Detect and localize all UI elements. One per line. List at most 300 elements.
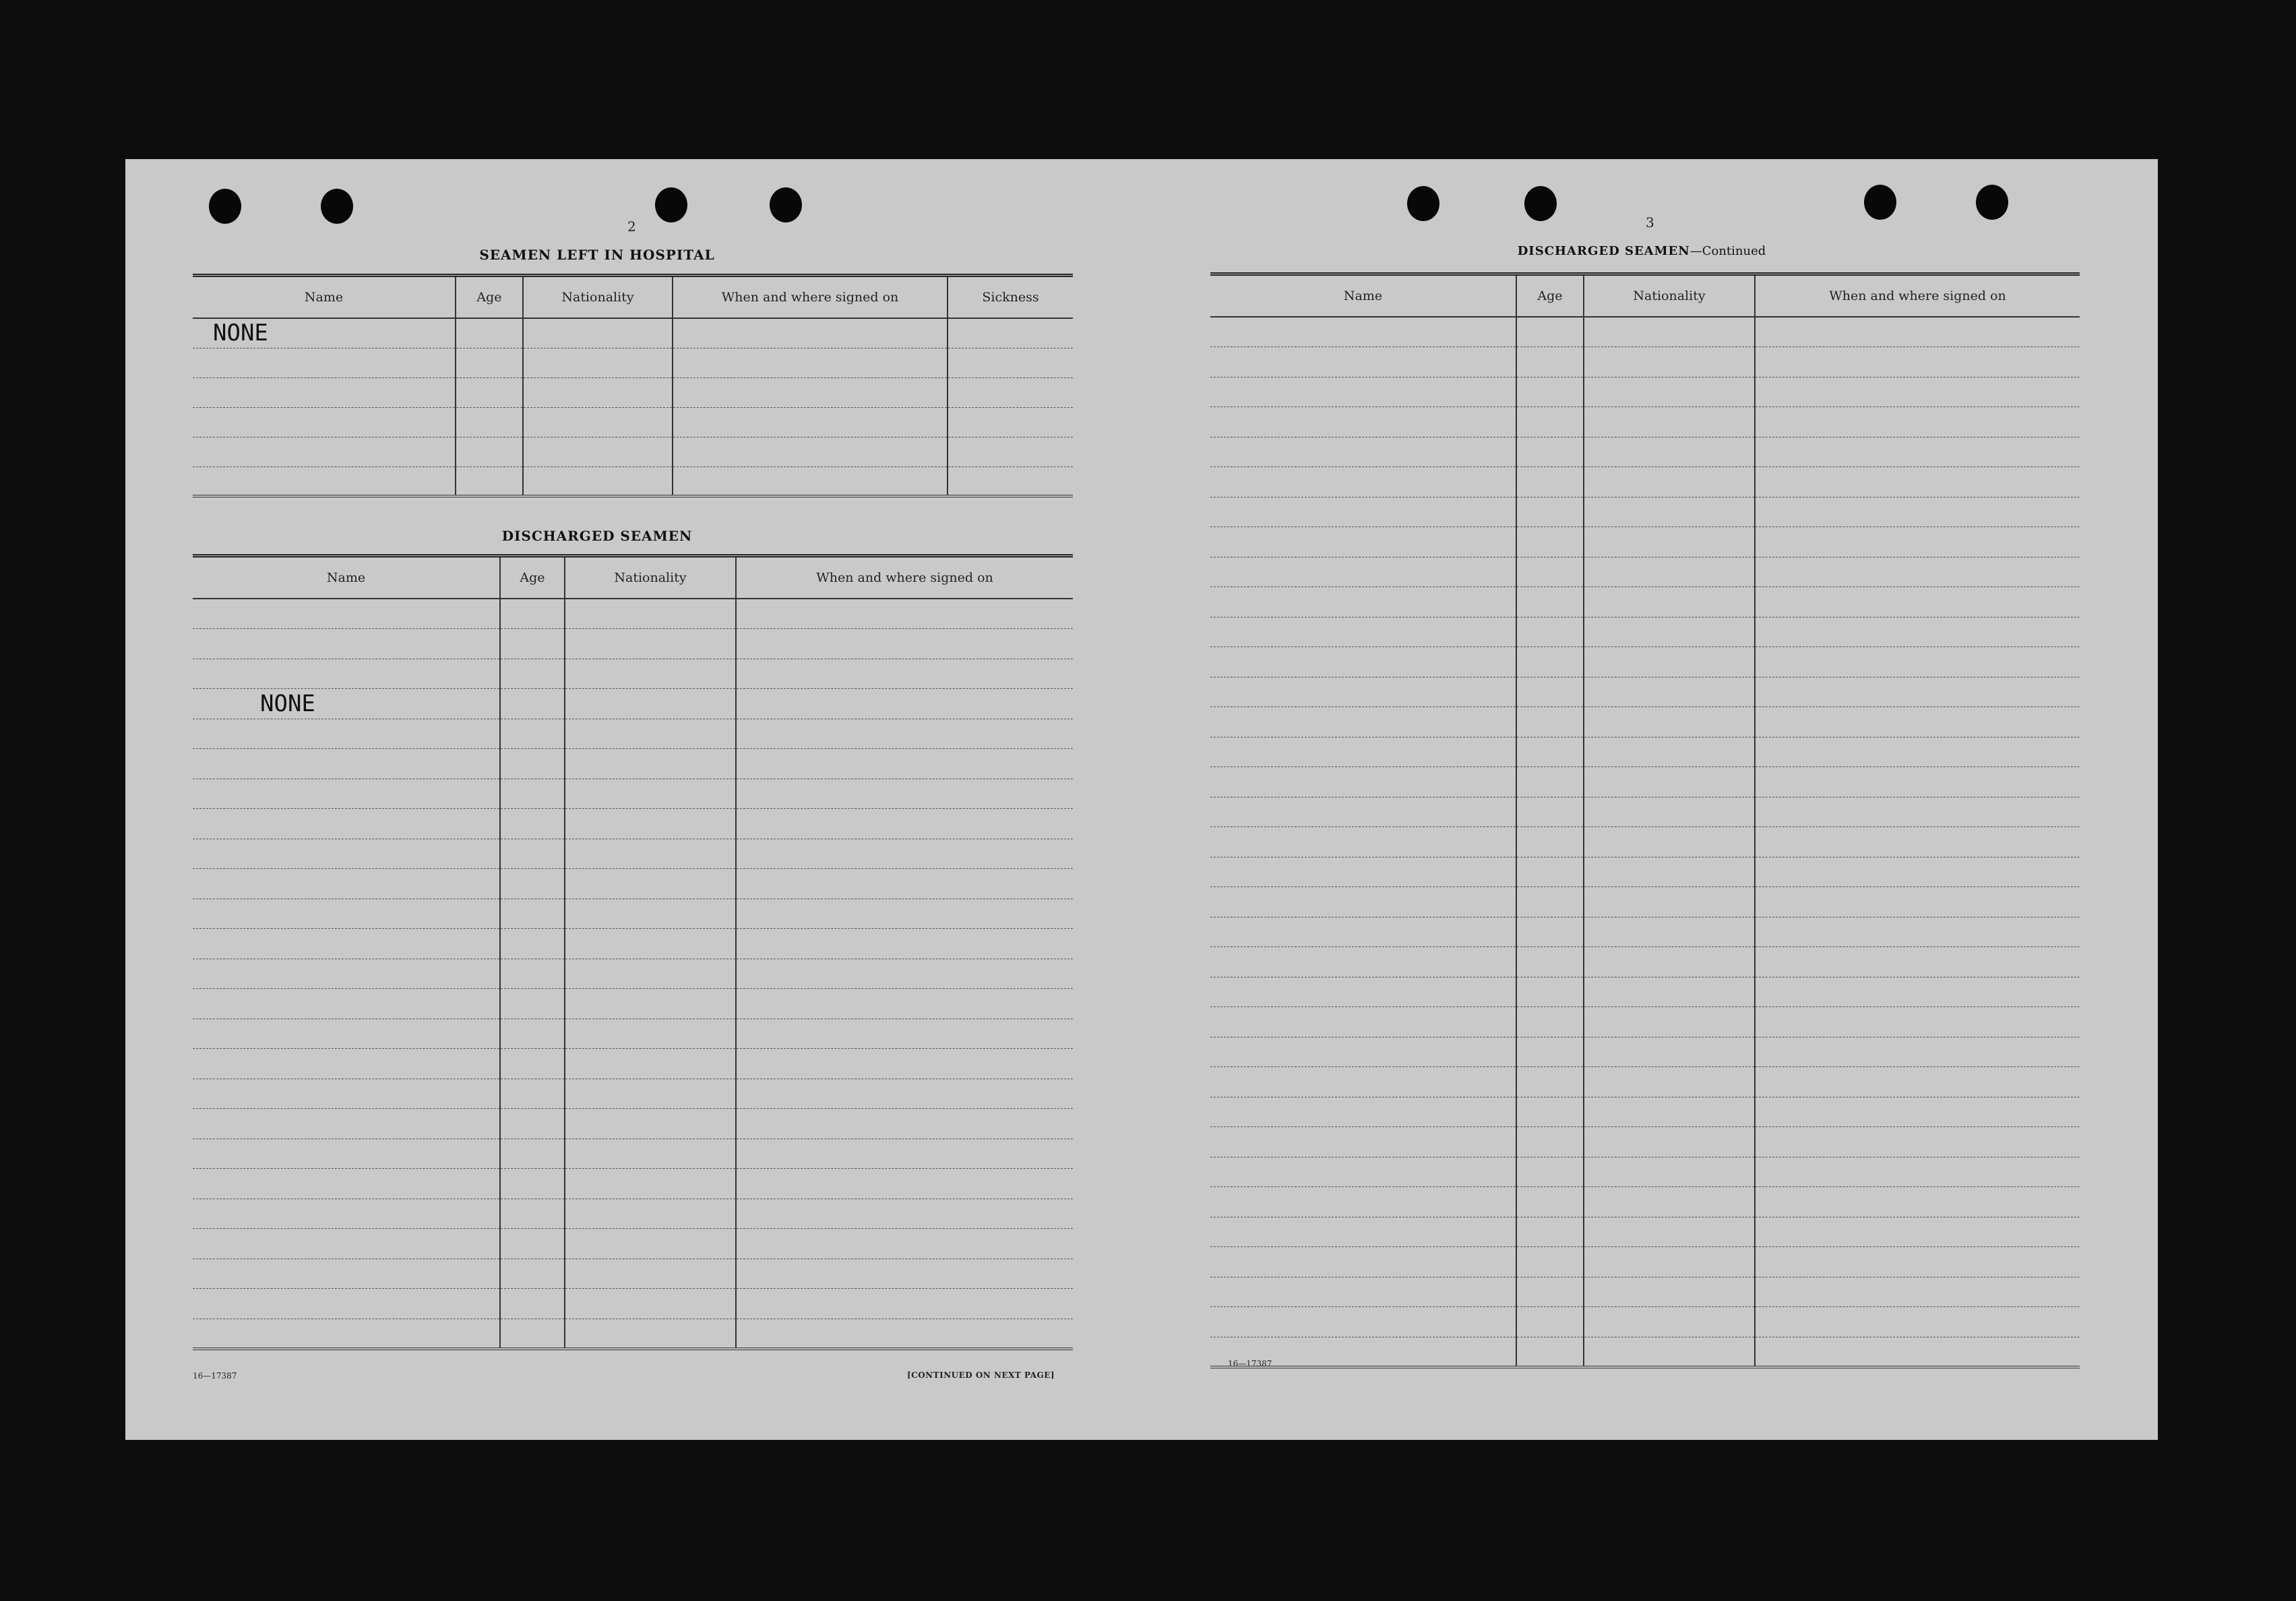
table-cell [565, 1169, 736, 1199]
table-cell [1755, 947, 2080, 977]
table-row [1210, 1097, 2080, 1127]
table-cell [1755, 707, 2080, 737]
table-cell [565, 599, 736, 629]
table-cell [1516, 467, 1584, 497]
table-cell [1755, 797, 2080, 827]
table-cell [1755, 1007, 2080, 1037]
table-cell [1584, 1187, 1755, 1217]
table-cell [456, 318, 523, 348]
table-cell [193, 466, 456, 496]
table-cell [736, 1229, 1073, 1259]
table-cell [1755, 1307, 2080, 1337]
table-cell [1584, 377, 1755, 407]
right-title-suffix: —Continued [1689, 244, 1766, 258]
table-cell [193, 1229, 500, 1259]
table-cell [948, 407, 1073, 437]
table-cell [565, 1199, 736, 1229]
table-cell [500, 899, 565, 929]
table-row [193, 899, 1073, 929]
table-cell [1516, 1037, 1584, 1067]
table-cell [1516, 317, 1584, 347]
table-cell [456, 437, 523, 466]
table-cell [1755, 1277, 2080, 1307]
table-cell [500, 959, 565, 989]
table-cell [500, 809, 565, 839]
table-cell [1584, 917, 1755, 947]
table-cell [1516, 737, 1584, 767]
table-cell [523, 437, 673, 466]
table-cell [736, 839, 1073, 869]
column-header: Age [500, 556, 565, 599]
table-cell [500, 929, 565, 959]
table-cell [1516, 1157, 1584, 1187]
column-header: Name [193, 276, 456, 319]
table-row [193, 599, 1073, 629]
table-row [1210, 617, 2080, 647]
column-header: Sickness [948, 276, 1073, 319]
table-cell [193, 1019, 500, 1049]
table-cell [1210, 1007, 1516, 1037]
table-cell [736, 869, 1073, 899]
table-cell [193, 348, 456, 377]
table-cell [500, 749, 565, 779]
table-cell [736, 629, 1073, 659]
table-cell [565, 1229, 736, 1259]
table-row [1210, 557, 2080, 587]
table-cell [193, 1109, 500, 1139]
table-cell [1210, 737, 1516, 767]
table-cell [1210, 947, 1516, 977]
table-cell [1516, 977, 1584, 1007]
table-cell [1755, 1157, 2080, 1187]
table-row [1210, 1187, 2080, 1217]
table-cell [193, 779, 500, 809]
table-cell [500, 1229, 565, 1259]
table-row [1210, 1157, 2080, 1187]
table-row [193, 377, 1073, 407]
table-row [193, 1169, 1073, 1199]
table-cell [1210, 857, 1516, 887]
table-cell [456, 407, 523, 437]
table-cell [736, 1199, 1073, 1229]
table-row [193, 318, 1073, 348]
table-cell [1516, 1097, 1584, 1127]
table-row [193, 1259, 1073, 1289]
table-cell [565, 1289, 736, 1319]
table-cell [565, 1079, 736, 1109]
table-cell [1516, 557, 1584, 587]
table-cell [1516, 1337, 1584, 1367]
table-cell [948, 466, 1073, 496]
punch-hole [1524, 186, 1557, 221]
table-cell [1755, 617, 2080, 647]
table-cell [193, 719, 500, 749]
table-row [1210, 317, 2080, 347]
table-cell [673, 348, 948, 377]
table-cell [1210, 707, 1516, 737]
table-cell [673, 407, 948, 437]
table-cell [1516, 887, 1584, 917]
table-cell [193, 1259, 500, 1289]
column-header: Nationality [1584, 274, 1755, 318]
table-cell [193, 929, 500, 959]
table-cell [1516, 797, 1584, 827]
table-cell [1584, 467, 1755, 497]
table-row [193, 1229, 1073, 1259]
table-cell [1516, 707, 1584, 737]
table-cell [456, 348, 523, 377]
hospital-table [193, 274, 1073, 497]
table-cell [1210, 1037, 1516, 1067]
table-cell [500, 1259, 565, 1289]
table-cell [456, 466, 523, 496]
table-cell [736, 779, 1073, 809]
right-section-title [1210, 244, 2073, 258]
table-cell [673, 318, 948, 348]
table-cell [500, 1109, 565, 1139]
table-cell [1210, 347, 1516, 377]
table-cell [1584, 1097, 1755, 1127]
table-cell [1755, 587, 2080, 617]
discharged-continued-table [1210, 272, 2080, 1368]
table-row [1210, 407, 2080, 437]
table-cell [1516, 1187, 1584, 1217]
table-row [1210, 947, 2080, 977]
table-cell [565, 959, 736, 989]
table-cell [500, 1079, 565, 1109]
table-cell [500, 1319, 565, 1349]
table-row [193, 629, 1073, 659]
table-cell [1755, 1337, 2080, 1367]
table-cell [1584, 407, 1755, 437]
table-row [193, 1139, 1073, 1169]
table-cell [193, 809, 500, 839]
table-cell [1755, 1217, 2080, 1247]
table-row [1210, 977, 2080, 1007]
table-cell [1584, 1337, 1755, 1367]
table-cell [736, 1289, 1073, 1319]
table-cell [1210, 527, 1516, 557]
table-cell [1755, 1097, 2080, 1127]
table-cell [1755, 557, 2080, 587]
table-cell [1210, 1277, 1516, 1307]
table-cell [565, 1319, 736, 1349]
table-cell [193, 899, 500, 929]
table-cell [500, 1199, 565, 1229]
table-cell [1584, 797, 1755, 827]
table-row [1210, 677, 2080, 707]
table-cell [1584, 1307, 1755, 1337]
table-cell [736, 1109, 1073, 1139]
table-cell [1584, 677, 1755, 707]
table-cell [193, 1049, 500, 1079]
table-cell [736, 1019, 1073, 1049]
table-cell [565, 989, 736, 1019]
table-cell [193, 1079, 500, 1109]
table-cell [736, 1079, 1073, 1109]
table-row [1210, 887, 2080, 917]
table-cell [736, 899, 1073, 929]
table-cell [1584, 1217, 1755, 1247]
table-cell [1584, 1277, 1755, 1307]
table-cell [1210, 767, 1516, 797]
form-number-left: 16—17387 [193, 1371, 237, 1381]
table-cell [193, 989, 500, 1019]
table-row [193, 1289, 1073, 1319]
table-cell [193, 869, 500, 899]
table-cell [1584, 527, 1755, 557]
table-row [1210, 377, 2080, 407]
table-cell [565, 869, 736, 899]
table-row [193, 407, 1073, 437]
table-cell [193, 749, 500, 779]
table-cell [1516, 527, 1584, 557]
table-row [1210, 1277, 2080, 1307]
table-cell [1755, 437, 2080, 467]
table-row [1210, 917, 2080, 947]
table-row [1210, 1337, 2080, 1367]
table-row [1210, 467, 2080, 497]
table-cell [1210, 1307, 1516, 1337]
table-row [1210, 437, 2080, 467]
table-cell [1210, 1127, 1516, 1157]
table-cell [736, 1049, 1073, 1079]
table-cell [1584, 887, 1755, 917]
table-cell [1755, 347, 2080, 377]
punch-hole [770, 187, 802, 222]
table-row [1210, 797, 2080, 827]
table-cell [1755, 407, 2080, 437]
table-cell [1584, 707, 1755, 737]
table-cell [736, 719, 1073, 749]
table-cell [1516, 857, 1584, 887]
page-number-left: 2 [627, 218, 636, 235]
table-row [193, 437, 1073, 466]
table-cell [1516, 347, 1584, 377]
table-row [1210, 587, 2080, 617]
table-cell [193, 1289, 500, 1319]
table-cell [1755, 1037, 2080, 1067]
table-cell [1584, 647, 1755, 677]
column-header: Nationality [565, 556, 736, 599]
table-cell [500, 599, 565, 629]
table-row [193, 1199, 1073, 1229]
table-cell [1210, 887, 1516, 917]
table-cell [1516, 377, 1584, 407]
table-cell [1210, 797, 1516, 827]
table-cell [500, 719, 565, 749]
table-row [1210, 497, 2080, 527]
table-row [193, 719, 1073, 749]
table-cell [673, 466, 948, 496]
table-cell [193, 599, 500, 629]
table-cell [193, 377, 456, 407]
table-cell [1516, 1127, 1584, 1157]
punch-hole [1407, 186, 1439, 221]
right-title-main: DISCHARGED SEAMEN [1517, 244, 1690, 258]
table-cell [565, 1049, 736, 1079]
table-row [193, 1019, 1073, 1049]
hospital-section-title: SEAMEN LEFT IN HOSPITAL [479, 247, 715, 263]
form-number-right: 16—17387 [1228, 1359, 1272, 1368]
table-cell [523, 466, 673, 496]
table-cell [565, 839, 736, 869]
table-cell [1210, 827, 1516, 857]
column-header: Name [193, 556, 500, 599]
table-cell [1755, 527, 2080, 557]
table-cell [1584, 1007, 1755, 1037]
table-row [1210, 1307, 2080, 1337]
table-cell [1210, 407, 1516, 437]
table-cell [948, 318, 1073, 348]
table-cell [193, 659, 500, 689]
table-cell [1584, 617, 1755, 647]
table-cell [1210, 377, 1516, 407]
table-cell [1755, 1247, 2080, 1277]
table-cell [1755, 317, 2080, 347]
punch-hole [1864, 185, 1896, 220]
column-header: Nationality [523, 276, 673, 319]
table-cell [1516, 587, 1584, 617]
table-cell [736, 959, 1073, 989]
table-row [1210, 1127, 2080, 1157]
table-row [193, 1109, 1073, 1139]
table-cell [565, 689, 736, 719]
column-header: When and where signed on [736, 556, 1073, 599]
table-cell [1516, 497, 1584, 527]
table-cell [1516, 677, 1584, 707]
table-cell [500, 659, 565, 689]
table-cell [1516, 1277, 1584, 1307]
table-cell [673, 377, 948, 407]
table-cell [1755, 827, 2080, 857]
table-cell [500, 1019, 565, 1049]
continued-note: [CONTINUED ON NEXT PAGE] [907, 1370, 1055, 1380]
table-cell [1584, 347, 1755, 377]
table-cell [1584, 587, 1755, 617]
table-row [193, 466, 1073, 496]
table-cell [193, 959, 500, 989]
table-cell [523, 348, 673, 377]
table-row [1210, 707, 2080, 737]
page-number-right: 3 [1646, 214, 1654, 231]
table-row [193, 689, 1073, 719]
table-cell [523, 377, 673, 407]
table-row [193, 1079, 1073, 1109]
table-cell [1210, 677, 1516, 707]
table-cell [1516, 1217, 1584, 1247]
table-row [193, 929, 1073, 959]
table-cell [565, 1109, 736, 1139]
table-cell [1210, 1187, 1516, 1217]
punch-hole [655, 187, 687, 222]
punch-hole [209, 189, 241, 224]
table-cell [948, 348, 1073, 377]
table-cell [736, 989, 1073, 1019]
table-cell [565, 659, 736, 689]
table-cell [1584, 767, 1755, 797]
table-cell [1516, 617, 1584, 647]
table-cell [1755, 917, 2080, 947]
table-cell [1210, 317, 1516, 347]
table-row [193, 1049, 1073, 1079]
table-cell [1755, 1067, 2080, 1097]
table-cell [1584, 947, 1755, 977]
table-cell [193, 1199, 500, 1229]
table-cell [1584, 977, 1755, 1007]
table-cell [1516, 437, 1584, 467]
table-row [1210, 1007, 2080, 1037]
table-cell [1584, 1067, 1755, 1097]
table-cell [1755, 977, 2080, 1007]
table-cell [565, 899, 736, 929]
table-row [193, 1319, 1073, 1349]
table-row [193, 869, 1073, 899]
table-cell [736, 1319, 1073, 1349]
table-cell [1210, 1067, 1516, 1097]
table-row [193, 659, 1073, 689]
table-cell [1210, 587, 1516, 617]
table-cell [948, 377, 1073, 407]
table-cell [1210, 977, 1516, 1007]
table-row [193, 839, 1073, 869]
table-row [1210, 1247, 2080, 1277]
table-row [1210, 347, 2080, 377]
table-cell [673, 437, 948, 466]
table-cell [1210, 437, 1516, 467]
table-row [1210, 737, 2080, 767]
table-cell [500, 1169, 565, 1199]
table-cell [565, 749, 736, 779]
table-row [1210, 647, 2080, 677]
table-cell [565, 629, 736, 659]
table-row [1210, 767, 2080, 797]
table-cell [1516, 827, 1584, 857]
table-cell [1584, 737, 1755, 767]
table-cell [1516, 1007, 1584, 1037]
table-cell [1755, 887, 2080, 917]
table-cell [1210, 1157, 1516, 1187]
table-cell [736, 749, 1073, 779]
table-cell [523, 407, 673, 437]
table-row [1210, 857, 2080, 887]
entry-none: NONE [193, 318, 456, 348]
table-cell [1755, 467, 2080, 497]
table-cell [736, 809, 1073, 839]
table-cell [1584, 857, 1755, 887]
table-row [1210, 827, 2080, 857]
table-cell [1516, 407, 1584, 437]
table-row [193, 749, 1073, 779]
column-header: When and where signed on [673, 276, 948, 319]
column-header: Age [456, 276, 523, 319]
table-cell [948, 437, 1073, 466]
table-cell [565, 779, 736, 809]
table-cell [1755, 497, 2080, 527]
table-cell [736, 689, 1073, 719]
punch-hole [1976, 185, 2008, 220]
table-cell [1516, 1067, 1584, 1097]
discharged-table [193, 554, 1073, 1350]
table-cell [1584, 497, 1755, 527]
table-cell [565, 809, 736, 839]
table-cell [565, 929, 736, 959]
table-cell [1210, 557, 1516, 587]
table-cell [1516, 917, 1584, 947]
table-cell [1210, 1097, 1516, 1127]
table-cell [500, 989, 565, 1019]
table-cell [1584, 1247, 1755, 1277]
